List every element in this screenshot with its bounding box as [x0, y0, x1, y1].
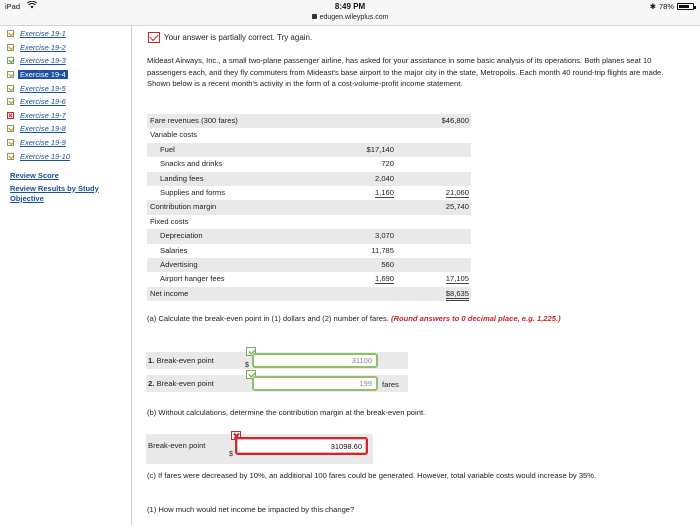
sidebar-exercise-item[interactable] — [7, 95, 72, 109]
statement-label: Landing fees — [160, 173, 204, 183]
statement-row — [147, 186, 471, 200]
lock-icon — [312, 14, 317, 19]
exercise-link[interactable]: Exercise 19-6 — [20, 97, 66, 107]
sidebar-exercise-item[interactable] — [7, 81, 72, 95]
a1-currency: $ — [245, 362, 249, 369]
question-c: (c) If fares were decreased by 10%, an additional 100 fares could be generated. However, total variable costs would increase by 35%. — [147, 471, 597, 480]
statement-amount-detail: $17,140 — [366, 144, 394, 154]
sidebar-exercise-item[interactable] — [7, 136, 72, 150]
status-bar — [0, 0, 700, 26]
statement-amount-total: $46,800 — [441, 116, 469, 125]
statement-amount-detail: 3,070 — [374, 231, 394, 241]
a2-label-text: Break-even point — [156, 379, 214, 388]
statement-amount-total: 21,060 — [445, 187, 469, 197]
bluetooth-icon: ✱ — [649, 2, 656, 11]
status-right — [650, 2, 694, 11]
statement-label: Airport hanger fees — [160, 274, 225, 284]
question-a-note: (Round answers to 0 decimal place, e.g. 1,225.) — [390, 314, 561, 323]
url-text: edugen.wileyplus.com — [319, 14, 389, 21]
statement-label: Advertising — [160, 259, 198, 269]
statement-label: Fare revenues (300 fares) — [150, 116, 238, 125]
a2-label — [148, 379, 214, 388]
question-a — [147, 313, 687, 324]
sidebar-exercise-item[interactable] — [7, 68, 72, 82]
statement-row — [147, 229, 471, 243]
statement-label: Snacks and drinks — [160, 159, 223, 169]
question-a-text: (a) Calculate the break-even point in (1) dollars and (2) number of fares. — [147, 314, 391, 323]
partial-status-icon — [7, 153, 14, 160]
statement-row — [147, 215, 471, 229]
statement-amount-detail: 720 — [381, 159, 394, 169]
partial-status-icon — [7, 139, 14, 146]
break-even-dollars-input[interactable]: 31100 — [252, 353, 378, 368]
statement-label: Fuel — [160, 144, 175, 154]
break-even-fares-input[interactable]: 199 — [252, 376, 378, 391]
contribution-margin-input[interactable]: 31098.60 — [235, 437, 368, 455]
statement-label: Net income — [150, 288, 189, 298]
review-results-link[interactable] — [10, 184, 99, 205]
incorrect-status-icon — [7, 112, 14, 119]
statement-row — [147, 258, 471, 272]
partial-status-icon — [7, 98, 14, 105]
statement-label: Salaries — [160, 245, 188, 255]
statement-label: Variable costs — [150, 130, 198, 140]
exercise-link[interactable]: Exercise 19-5 — [20, 83, 66, 93]
exercise-link[interactable]: Exercise 19-10 — [20, 151, 71, 161]
statement-row — [147, 128, 471, 142]
exercise-link[interactable]: Exercise 19-3 — [20, 56, 66, 66]
statement-label: Contribution margin — [150, 202, 217, 212]
b-currency: $ — [229, 451, 233, 458]
statement-row — [147, 200, 471, 214]
statement-row — [147, 244, 471, 258]
a1-number: 1. — [148, 356, 155, 365]
statement-row — [147, 143, 471, 157]
sidebar — [0, 26, 132, 525]
partial-status-icon — [7, 30, 14, 37]
statement-amount-detail: 2,040 — [374, 173, 394, 183]
question-b: (b) Without calculations, determine the contribution margin at the break-even point. — [147, 408, 426, 417]
partial-status-icon — [7, 44, 14, 51]
statement-amount-detail: 560 — [381, 259, 394, 269]
sidebar-exercise-item[interactable] — [7, 149, 72, 163]
income-statement — [147, 114, 471, 301]
url-bar[interactable] — [0, 14, 700, 21]
partial-status-icon — [7, 125, 14, 132]
statement-row — [147, 287, 471, 301]
partial-status-icon — [7, 85, 14, 92]
sidebar-exercise-item[interactable] — [7, 41, 72, 55]
partial-correct-icon — [148, 32, 160, 43]
exercise-link[interactable]: Exercise 19-7 — [20, 110, 66, 120]
statement-row — [147, 272, 471, 286]
device-name: iPad — [5, 2, 21, 11]
exercise-link[interactable]: Exercise 19-2 — [20, 42, 66, 52]
statement-row — [147, 172, 471, 186]
correct-status-icon — [7, 57, 14, 64]
b-label: Break-even point — [148, 441, 206, 450]
statement-amount-detail: 1,690 — [374, 274, 394, 284]
exercise-link[interactable]: Exercise 19-4 — [20, 70, 66, 80]
problem-intro: Mideast Airways, Inc., a small two-plane passenger airline, has asked for your assistance in some basic analysis of its operations. Both planes seat 10 passengers each, and they fly commuters from Mideast's base airport to the major city in the state, Metropolis. Each month 40 round-trip flights are made. Shown below is a recent month's activity in the form of a cost-volume-profit income statement. — [147, 56, 664, 89]
statement-amount-total: 25,740 — [445, 202, 469, 212]
exercise-link[interactable]: Exercise 19-8 — [20, 124, 66, 134]
clock: 8:49 PM — [334, 2, 366, 11]
a1-label — [148, 356, 214, 365]
battery-icon — [677, 3, 694, 10]
exercise-link[interactable]: Exercise 19-1 — [20, 29, 66, 39]
statement-amount-total: 17,105 — [445, 274, 469, 284]
review-results-line1: Review Results by Study — [10, 183, 99, 193]
review-score-link[interactable]: Review Score — [10, 171, 59, 180]
statement-amount-total: $8,635 — [446, 289, 469, 301]
a2-number: 2. — [148, 379, 155, 388]
battery-percent: 78% — [658, 2, 674, 11]
statement-row — [147, 114, 471, 128]
exercise-list — [7, 27, 72, 163]
statement-label: Fixed costs — [150, 216, 189, 226]
question-c1: (1) How much would net income be impacted by this change? — [147, 505, 355, 514]
sidebar-exercise-item[interactable] — [7, 27, 72, 41]
fares-unit-label: fares — [382, 380, 399, 389]
statement-amount-detail: 1,160 — [374, 187, 394, 197]
statement-amount-detail: 11,785 — [371, 245, 394, 255]
battery-level — [679, 5, 689, 8]
sidebar-exercise-item[interactable] — [7, 109, 72, 123]
statement-row — [147, 157, 471, 171]
review-links — [10, 171, 99, 205]
a1-label-text: Break-even point — [156, 356, 214, 365]
answer-status-message: Your answer is partially correct. Try again. — [164, 33, 313, 42]
partial-status-icon — [7, 71, 14, 78]
review-results-line2: Objective — [10, 194, 44, 203]
sidebar-exercise-item[interactable] — [7, 122, 72, 136]
exercise-link[interactable]: Exercise 19-9 — [20, 138, 66, 148]
sidebar-exercise-item[interactable] — [7, 54, 72, 68]
statement-label: Supplies and forms — [160, 187, 226, 197]
statement-label: Depreciation — [160, 231, 203, 241]
